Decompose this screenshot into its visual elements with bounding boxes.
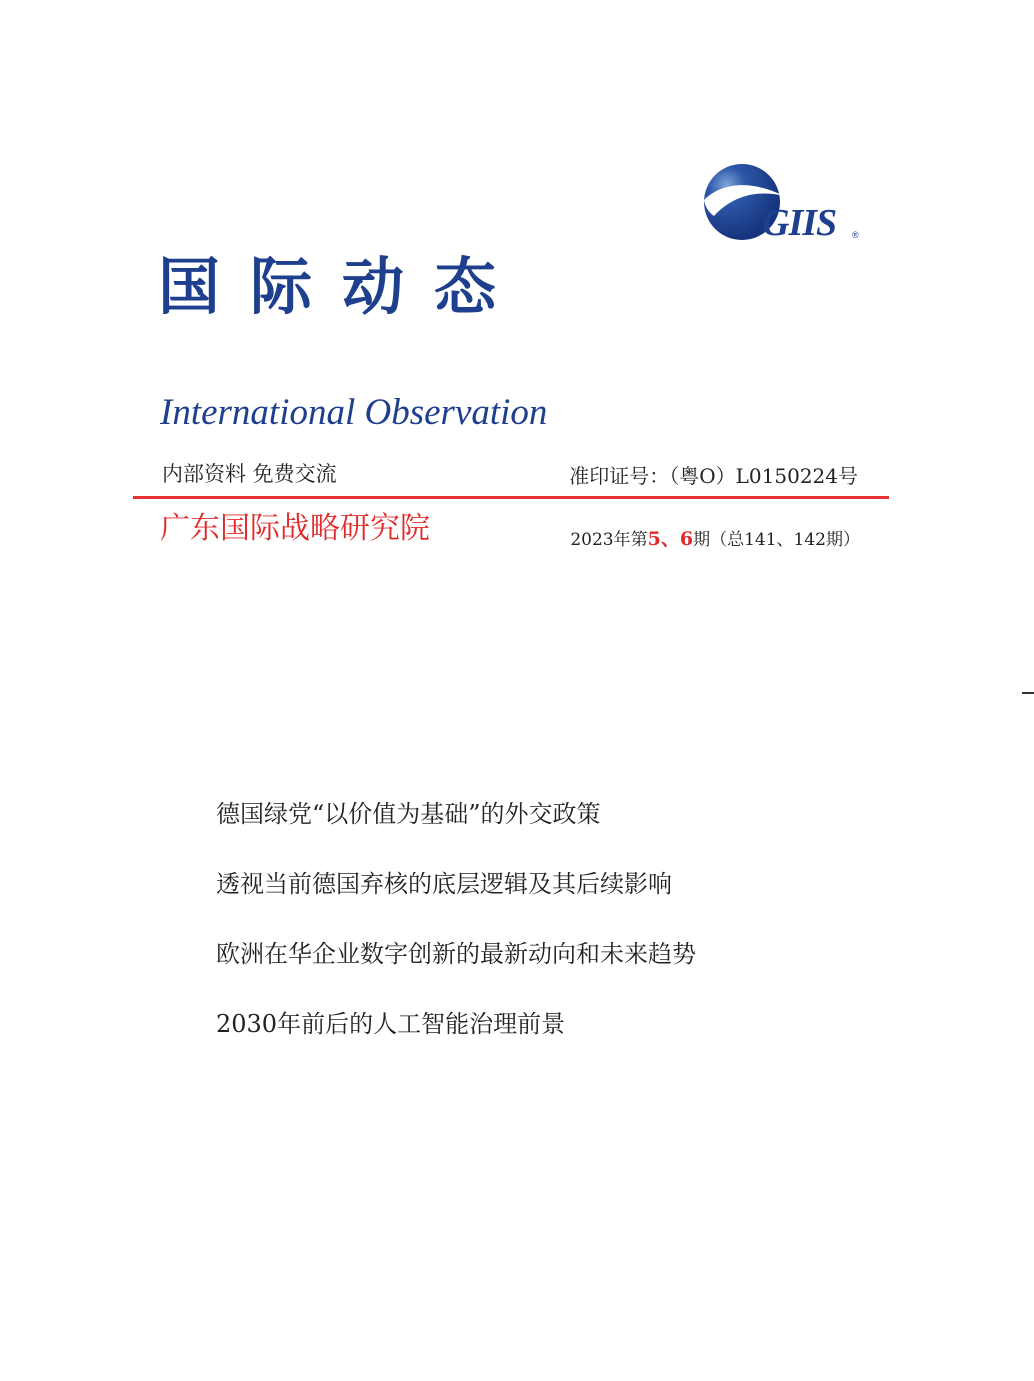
issue-number-b: 6 [679, 528, 694, 550]
contents-item: 透视当前德国弃核的底层逻辑及其后续影响 [216, 870, 672, 898]
publisher-name: 广东国际战略研究院 [160, 511, 430, 546]
issue-suffix: 期（总141、142期） [693, 530, 860, 550]
contents-item: 欧洲在华企业数字创新的最新动向和未来趋势 [216, 940, 696, 968]
giis-logo [700, 160, 870, 250]
edge-mark [1022, 692, 1034, 694]
registered-mark: ® [852, 230, 859, 240]
issue-info [570, 524, 860, 551]
internal-note: 内部资料 免费交流 [162, 462, 337, 486]
issue-prefix: 2023年第 [570, 530, 648, 550]
logo-wordmark: GIIS [762, 202, 837, 244]
contents-item: 德国绿党“以价值为基础”的外交政策 [216, 800, 601, 828]
issue-number-a: 5 [647, 528, 661, 550]
masthead-title: 国际动态 [158, 250, 527, 323]
header-divider [133, 496, 889, 499]
contents-item: 2030年前后的人工智能治理前景 [216, 1010, 566, 1038]
contents-list [216, 796, 696, 1076]
license-number: 准印证号：（粤O）L0150224号 [569, 464, 858, 488]
issue-separator: 、 [660, 528, 680, 550]
masthead-english-title: International Observation [160, 392, 548, 433]
